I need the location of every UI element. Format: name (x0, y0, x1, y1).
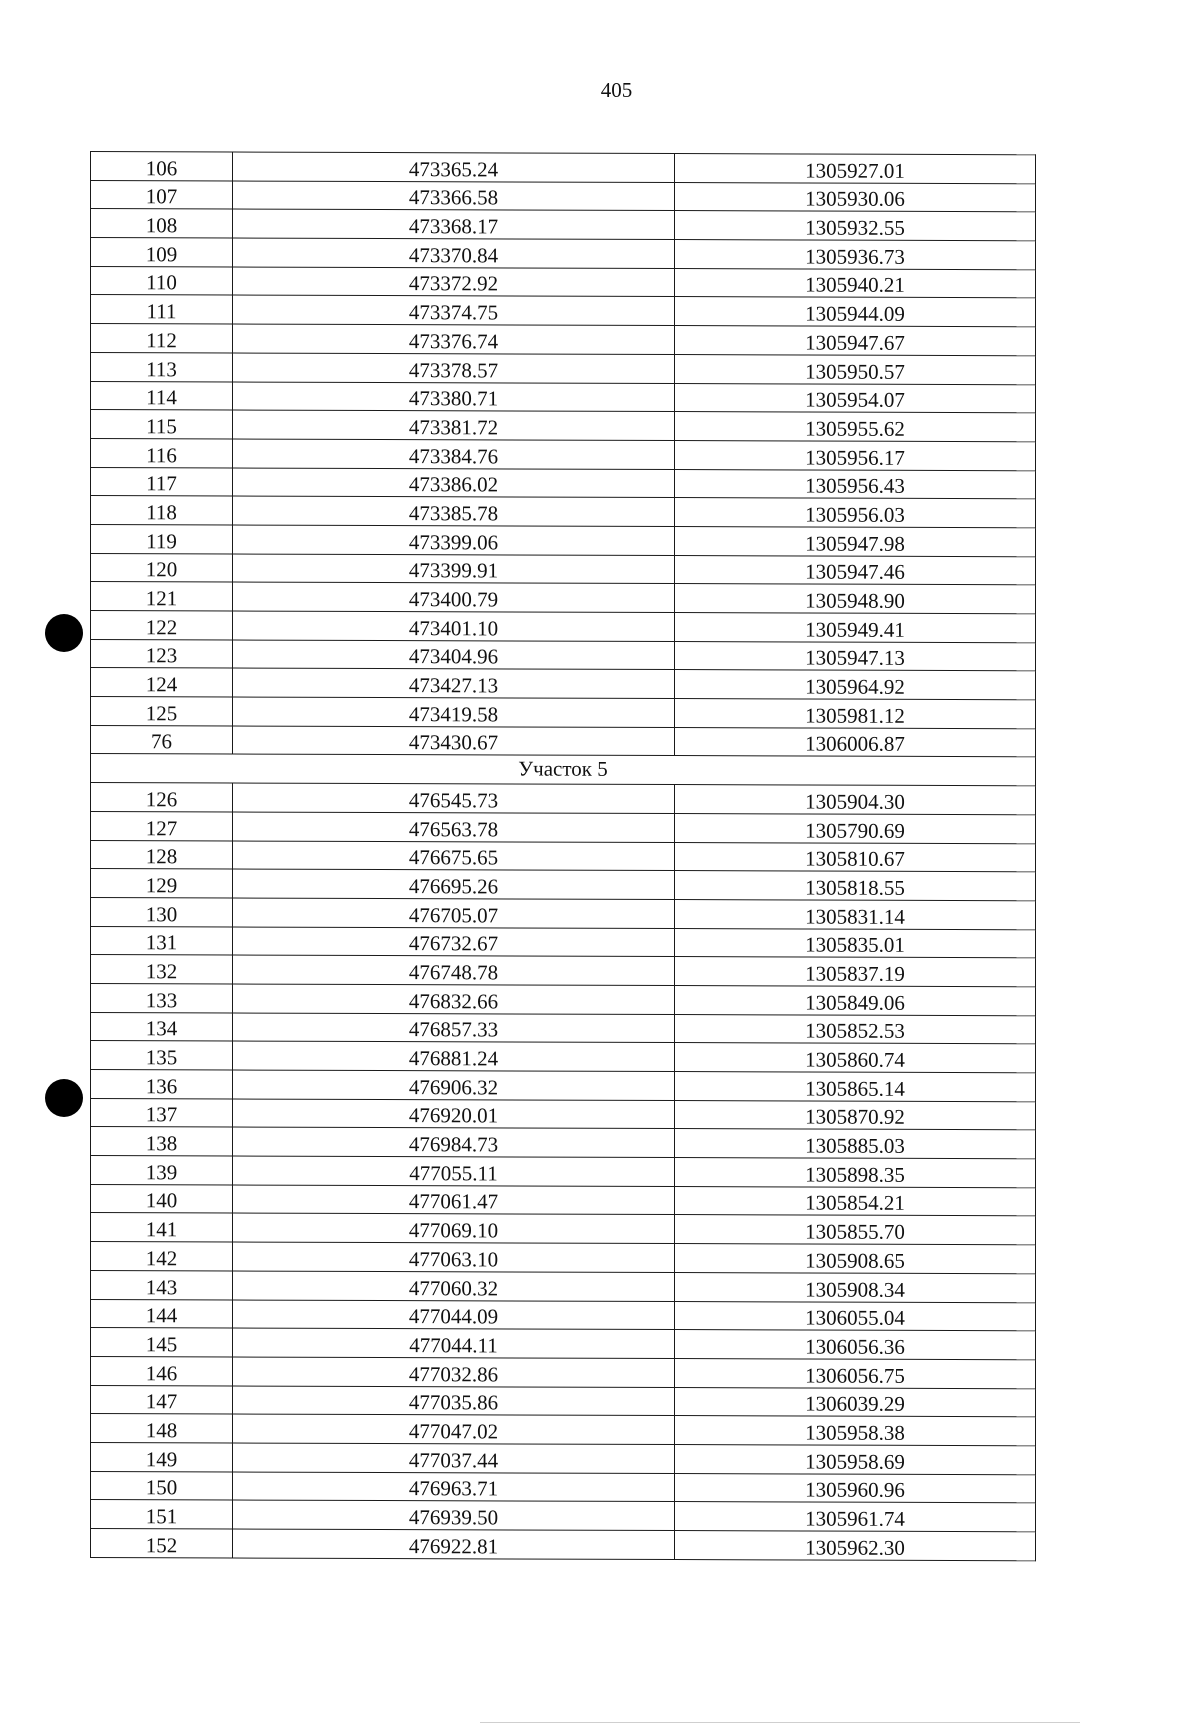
y-coordinate-cell: 1305948.90 (675, 584, 1036, 614)
y-coordinate-cell: 1305810.67 (675, 842, 1036, 872)
point-number-cell: 146 (91, 1356, 233, 1385)
x-coordinate-cell: 473419.58 (233, 697, 675, 727)
point-number-cell: 139 (91, 1156, 233, 1185)
x-coordinate-cell: 477047.02 (233, 1414, 675, 1444)
point-number-cell: 141 (91, 1213, 233, 1242)
table-row (91, 381, 1036, 413)
table-row (91, 1471, 1036, 1503)
scan-edge-line (480, 1722, 1080, 1723)
table-row (91, 1242, 1036, 1274)
y-coordinate-cell: 1305849.06 (675, 985, 1036, 1015)
x-coordinate-cell: 476881.24 (233, 1041, 675, 1071)
point-number-cell: 133 (91, 983, 233, 1012)
table-row (91, 410, 1036, 442)
table-row (91, 352, 1036, 384)
table-row (91, 1328, 1036, 1360)
table-row (91, 1156, 1036, 1188)
point-number-cell: 111 (91, 295, 233, 324)
y-coordinate-cell: 1305790.69 (675, 813, 1036, 843)
y-coordinate-cell: 1306039.29 (675, 1387, 1036, 1417)
point-number-cell: 136 (91, 1070, 233, 1099)
point-number-cell: 151 (91, 1500, 233, 1529)
x-coordinate-cell: 477037.44 (233, 1443, 675, 1473)
y-coordinate-cell: 1306056.36 (675, 1330, 1036, 1360)
x-coordinate-cell: 473368.17 (233, 209, 675, 239)
table-row (91, 553, 1036, 585)
y-coordinate-cell: 1305958.69 (675, 1444, 1036, 1474)
y-coordinate-cell: 1305947.13 (675, 641, 1036, 671)
x-coordinate-cell: 476857.33 (233, 1013, 675, 1043)
x-coordinate-cell: 473378.57 (233, 353, 675, 383)
coordinates-table (90, 151, 1036, 1561)
y-coordinate-cell: 1305932.55 (675, 211, 1036, 241)
table-row (91, 1385, 1036, 1417)
x-coordinate-cell: 476732.67 (233, 927, 675, 957)
x-coordinate-cell: 473401.10 (233, 611, 675, 641)
point-number-cell: 134 (91, 1012, 233, 1041)
y-coordinate-cell: 1305818.55 (675, 871, 1036, 901)
y-coordinate-cell: 1305852.53 (675, 1014, 1036, 1044)
table-row (91, 611, 1036, 643)
table-row (91, 783, 1036, 815)
y-coordinate-cell: 1305885.03 (675, 1129, 1036, 1159)
y-coordinate-cell: 1305950.57 (675, 354, 1036, 384)
point-number-cell: 113 (91, 352, 233, 381)
table-row (91, 926, 1036, 958)
y-coordinate-cell: 1305865.14 (675, 1072, 1036, 1102)
y-coordinate-cell: 1305940.21 (675, 268, 1036, 298)
point-number-cell: 106 (91, 152, 233, 181)
table-row (91, 1442, 1036, 1474)
x-coordinate-cell: 476832.66 (233, 984, 675, 1014)
point-number-cell: 121 (91, 582, 233, 611)
point-number-cell: 108 (91, 209, 233, 238)
y-coordinate-cell: 1305904.30 (675, 785, 1036, 815)
point-number-cell: 123 (91, 639, 233, 668)
table-row (91, 1041, 1036, 1073)
x-coordinate-cell: 476705.07 (233, 898, 675, 928)
table-row (91, 811, 1036, 843)
point-number-cell: 152 (91, 1529, 233, 1558)
point-number-cell: 118 (91, 496, 233, 525)
table-row (91, 1299, 1036, 1331)
point-number-cell: 150 (91, 1471, 233, 1500)
point-number-cell: 138 (91, 1127, 233, 1156)
point-number-cell: 137 (91, 1098, 233, 1127)
y-coordinate-cell: 1305908.34 (675, 1272, 1036, 1302)
point-number-cell: 119 (91, 524, 233, 553)
point-number-cell: 124 (91, 668, 233, 697)
y-coordinate-cell: 1305837.19 (675, 957, 1036, 987)
y-coordinate-cell: 1306055.04 (675, 1301, 1036, 1331)
x-coordinate-cell: 473427.13 (233, 668, 675, 698)
y-coordinate-cell: 1305927.01 (675, 154, 1036, 184)
table-row (91, 897, 1036, 929)
x-coordinate-cell: 473381.72 (233, 410, 675, 440)
point-number-cell: 131 (91, 926, 233, 955)
x-coordinate-cell: 476563.78 (233, 812, 675, 842)
point-number-cell: 126 (91, 783, 233, 812)
y-coordinate-cell: 1305961.74 (675, 1502, 1036, 1532)
x-coordinate-cell: 473399.06 (233, 525, 675, 555)
y-coordinate-cell: 1305947.46 (675, 555, 1036, 585)
x-coordinate-cell: 476675.65 (233, 840, 675, 870)
x-coordinate-cell: 473376.74 (233, 324, 675, 354)
y-coordinate-cell: 1305955.62 (675, 412, 1036, 442)
table-row (91, 324, 1036, 356)
point-number-cell: 112 (91, 324, 233, 353)
y-coordinate-cell: 1305944.09 (675, 297, 1036, 327)
y-coordinate-cell: 1305831.14 (675, 899, 1036, 929)
point-number-cell: 142 (91, 1242, 233, 1271)
x-coordinate-cell: 477044.11 (233, 1328, 675, 1358)
y-coordinate-cell: 1305947.98 (675, 526, 1036, 556)
x-coordinate-cell: 476920.01 (233, 1099, 675, 1129)
y-coordinate-cell: 1305956.43 (675, 469, 1036, 499)
table-row (91, 725, 1036, 757)
x-coordinate-cell: 473404.96 (233, 640, 675, 670)
point-number-cell: 144 (91, 1299, 233, 1328)
x-coordinate-cell: 473385.78 (233, 496, 675, 526)
y-coordinate-cell: 1305960.96 (675, 1473, 1036, 1503)
point-number-cell: 130 (91, 897, 233, 926)
point-number-cell: 125 (91, 697, 233, 726)
y-coordinate-cell: 1305947.67 (675, 326, 1036, 356)
table-row (91, 209, 1036, 241)
point-number-cell: 129 (91, 869, 233, 898)
y-coordinate-cell: 1305860.74 (675, 1043, 1036, 1073)
x-coordinate-cell: 476922.81 (233, 1529, 675, 1559)
point-number-cell: 107 (91, 180, 233, 209)
section-header-row (91, 754, 1036, 786)
x-coordinate-cell: 473374.75 (233, 295, 675, 325)
y-coordinate-cell: 1305956.03 (675, 498, 1036, 528)
table-row (91, 639, 1036, 671)
x-coordinate-cell: 473372.92 (233, 267, 675, 297)
section-title: Участок 5 (91, 754, 1036, 786)
table-row (91, 180, 1036, 212)
y-coordinate-cell: 1305962.30 (675, 1531, 1036, 1561)
table-row (91, 1500, 1036, 1532)
y-coordinate-cell: 1305854.21 (675, 1186, 1036, 1216)
y-coordinate-cell: 1306006.87 (675, 727, 1036, 757)
point-number-cell: 109 (91, 238, 233, 267)
point-number-cell: 132 (91, 955, 233, 984)
table-row (91, 524, 1036, 556)
point-number-cell: 127 (91, 811, 233, 840)
x-coordinate-cell: 477044.09 (233, 1299, 675, 1329)
y-coordinate-cell: 1305956.17 (675, 440, 1036, 470)
table-row (91, 1414, 1036, 1446)
x-coordinate-cell: 476748.78 (233, 955, 675, 985)
point-number-cell: 117 (91, 467, 233, 496)
table-row (91, 955, 1036, 987)
x-coordinate-cell: 476906.32 (233, 1070, 675, 1100)
table-row (91, 1184, 1036, 1216)
table-row (91, 983, 1036, 1015)
x-coordinate-cell: 473366.58 (233, 181, 675, 211)
point-number-cell: 135 (91, 1041, 233, 1070)
table-row (91, 1270, 1036, 1302)
x-coordinate-cell: 477060.32 (233, 1271, 675, 1301)
y-coordinate-cell: 1305954.07 (675, 383, 1036, 413)
point-number-cell: 149 (91, 1442, 233, 1471)
x-coordinate-cell: 477032.86 (233, 1357, 675, 1387)
table-row (91, 582, 1036, 614)
x-coordinate-cell: 473370.84 (233, 238, 675, 268)
table-row (91, 295, 1036, 327)
y-coordinate-cell: 1305908.65 (675, 1244, 1036, 1274)
table-row (91, 697, 1036, 729)
table-row (91, 869, 1036, 901)
point-number-cell: 128 (91, 840, 233, 869)
y-coordinate-cell: 1305958.38 (675, 1416, 1036, 1446)
table-row (91, 1098, 1036, 1130)
y-coordinate-cell: 1306056.75 (675, 1358, 1036, 1388)
table-row (91, 1070, 1036, 1102)
x-coordinate-cell: 477061.47 (233, 1185, 675, 1215)
table-row (91, 496, 1036, 528)
x-coordinate-cell: 476939.50 (233, 1500, 675, 1530)
point-number-cell: 140 (91, 1184, 233, 1213)
point-number-cell: 76 (91, 725, 233, 754)
point-number-cell: 122 (91, 611, 233, 640)
y-coordinate-cell: 1305964.92 (675, 670, 1036, 700)
x-coordinate-cell: 476963.71 (233, 1472, 675, 1502)
page-number: 405 (600, 78, 633, 102)
point-number-cell: 114 (91, 381, 233, 410)
x-coordinate-cell: 473399.91 (233, 554, 675, 584)
y-coordinate-cell: 1305835.01 (675, 928, 1036, 958)
x-coordinate-cell: 476984.73 (233, 1127, 675, 1157)
table-row (91, 238, 1036, 270)
x-coordinate-cell: 473384.76 (233, 439, 675, 469)
y-coordinate-cell: 1305981.12 (675, 699, 1036, 729)
point-number-cell: 143 (91, 1270, 233, 1299)
y-coordinate-cell: 1305949.41 (675, 613, 1036, 643)
y-coordinate-cell: 1305855.70 (675, 1215, 1036, 1245)
table-row (91, 1213, 1036, 1245)
y-coordinate-cell: 1305930.06 (675, 182, 1036, 212)
table-row (91, 1529, 1036, 1561)
x-coordinate-cell: 473400.79 (233, 582, 675, 612)
x-coordinate-cell: 473430.67 (233, 726, 675, 756)
table-row (91, 467, 1036, 499)
x-coordinate-cell: 477035.86 (233, 1386, 675, 1416)
point-number-cell: 145 (91, 1328, 233, 1357)
point-number-cell: 148 (91, 1414, 233, 1443)
point-number-cell: 147 (91, 1385, 233, 1414)
x-coordinate-cell: 473365.24 (233, 152, 675, 182)
x-coordinate-cell: 473386.02 (233, 468, 675, 498)
point-number-cell: 120 (91, 553, 233, 582)
y-coordinate-cell: 1305870.92 (675, 1100, 1036, 1130)
x-coordinate-cell: 473380.71 (233, 381, 675, 411)
x-coordinate-cell: 476695.26 (233, 869, 675, 899)
y-coordinate-cell: 1305898.35 (675, 1158, 1036, 1188)
x-coordinate-cell: 477069.10 (233, 1213, 675, 1243)
punch-hole-mark (45, 614, 83, 652)
x-coordinate-cell: 477063.10 (233, 1242, 675, 1272)
table-row (91, 438, 1036, 470)
point-number-cell: 115 (91, 410, 233, 439)
table-row (91, 152, 1036, 184)
table-row (91, 1356, 1036, 1388)
point-number-cell: 110 (91, 266, 233, 295)
table-row (91, 1127, 1036, 1159)
x-coordinate-cell: 477055.11 (233, 1156, 675, 1186)
point-number-cell: 116 (91, 438, 233, 467)
table-row (91, 266, 1036, 298)
table-row (91, 668, 1036, 700)
table-row (91, 840, 1036, 872)
x-coordinate-cell: 476545.73 (233, 783, 675, 813)
punch-hole-mark (45, 1079, 83, 1117)
y-coordinate-cell: 1305936.73 (675, 240, 1036, 270)
table-row (91, 1012, 1036, 1044)
coordinates-table-body (91, 152, 1036, 1561)
